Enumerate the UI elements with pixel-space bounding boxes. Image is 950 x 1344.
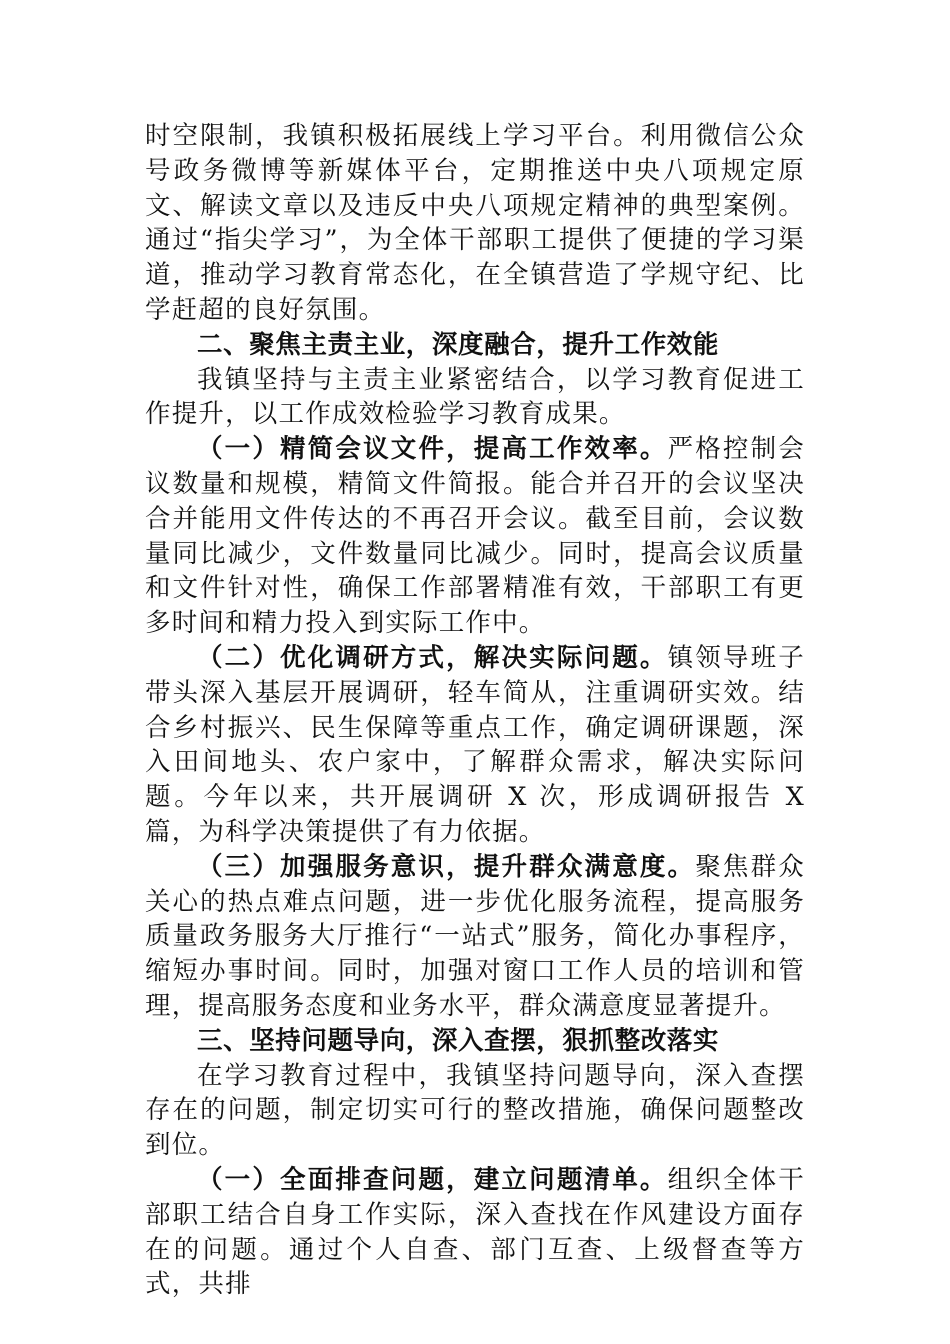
- paragraph-section-2-3: [145, 850, 805, 1024]
- paragraph-section-3-1: [145, 1163, 805, 1302]
- subheading-2-1: （一）精简会议文件，提高工作效率。: [197, 434, 668, 465]
- subheading-2-2: （二）优化调研方式，解决实际问题。: [197, 642, 668, 673]
- paragraph-body-2-2: 镇领导班子带头深入基层开展调研，轻车简从，注重调研实效。结合乡村振兴、民生保障等重点工作，确定调研课题，深入田间地头、农户家中，了解群众需求，解决实际问题。今年以来，共开展调研 X 次，形成调研报告 X 篇，为科学决策提供了有力依据。: [145, 642, 805, 847]
- document-page: [145, 119, 805, 1302]
- paragraph-body-2-3: 聚焦群众关心的热点难点问题，进一步优化服务流程，提高服务质量政务服务大厅推行“一站式”服务，简化办事程序，缩短办事时间。同时，加强对窗口工作人员的培训和管理，提高服务态度和业务水平，群众满意度显著提升。: [145, 851, 805, 1021]
- paragraph-body-3-1: 组织全体干部职工结合自身工作实际，深入查找在作风建设方面存在的问题。通过个人自查、部门互查、上级督查等方式，共排: [145, 1164, 805, 1300]
- subheading-2-3: （三）加强服务意识，提升群众满意度。: [197, 851, 696, 882]
- section-heading-3: 三、坚持问题导向，深入查摆，狠抓整改落实: [197, 1025, 720, 1056]
- paragraph-body-2-1: 严格控制会议数量和规模，精简文件简报。能合并召开的会议坚决合并能用文件传达的不再召开会议。截至目前，会议数量同比减少，文件数量同比减少。同时，提高会议质量和文件针对性，确保工作部署精准有效，干部职工有更多时间和精力投入到实际工作中。: [145, 434, 805, 639]
- paragraph-section-2-intro: 我镇坚持与主责主业紧密结合，以学习教育促进工作提升，以工作成效检验学习教育成果。: [145, 364, 805, 430]
- paragraph-section-2-1: [145, 432, 805, 641]
- paragraph-section-2-2: [145, 641, 805, 850]
- paragraph-section-3-intro: 在学习教育过程中，我镇坚持问题导向，深入查摆存在的问题，制定切实可行的整改措施，确保问题整改到位。: [145, 1060, 805, 1161]
- subheading-3-1: （一）全面排查问题，建立问题清单。: [197, 1164, 668, 1195]
- paragraph-intro: 时空限制，我镇积极拓展线上学习平台。利用微信公众号政务微博等新媒体平台，定期推送中央八项规定原文、解读文章以及违反中央八项规定精神的典型案例。通过“指尖学习”，为全体干部职工提供了便捷的学习渠道，推动学习教育常态化，在全镇营造了学规守纪、比学赶超的良好氛围。: [145, 121, 805, 325]
- section-heading-2: 二、聚焦主责主业，深度融合，提升工作效能: [197, 329, 720, 360]
